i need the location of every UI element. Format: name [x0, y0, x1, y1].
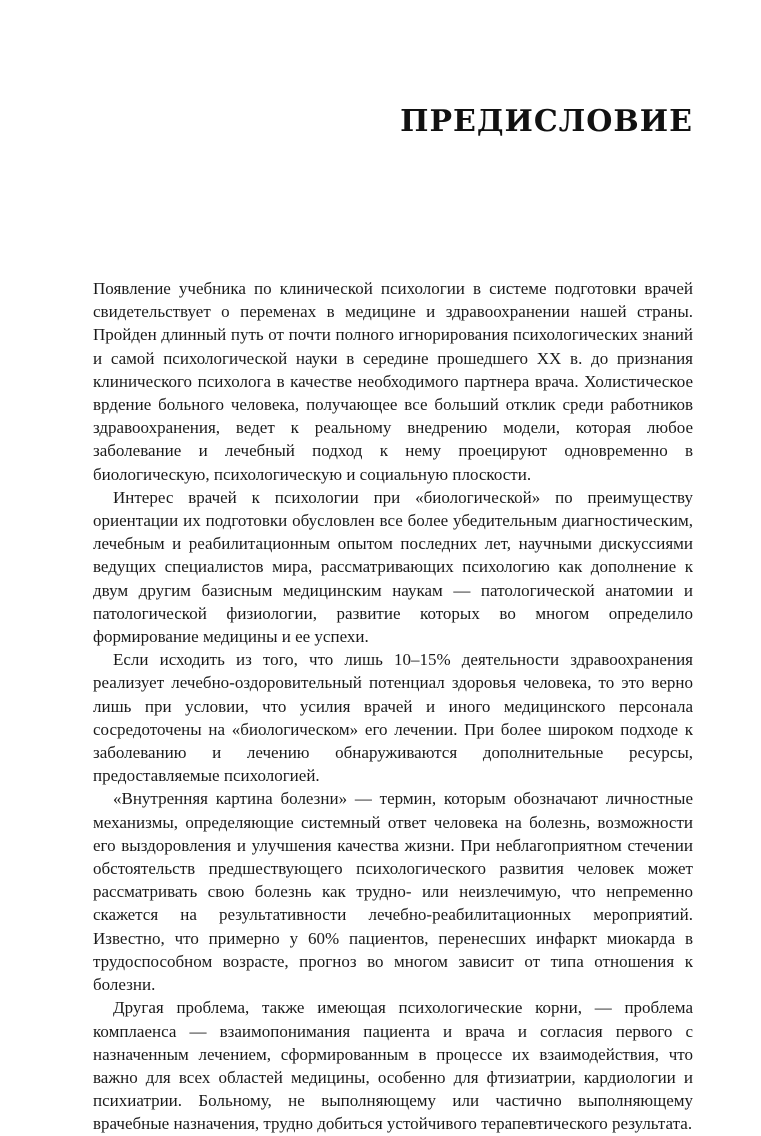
body-text	[93, 277, 693, 1136]
page-title: ПРЕДИСЛОВИЕ	[400, 104, 693, 139]
paragraph-5: Другая проблема, также имеющая психологические корни, — проблема комплаенса — взаимопонимания пациента и врача и согласия первого с назначенным лечением, сформированным в процессе их взаимодействия, что важно для всех областей медицины, особенно для фтизиатрии, кардиологии и психиатрии. Больному, не выполняющему или частично выполняющему врачебные назначения, трудно добиться устойчивого терапевтического результата.	[93, 998, 693, 1134]
paragraph-4: «Внутренняя картина болезни» — термин, которым обозначают личностные механизмы, определяющие системный ответ человека на болезнь, возможности его выздоровления и улучшения качества жизни. При неблагоприятном стечении обстоятельств предшествующего психологического развития человек может рассматривать свою болезнь как трудно- или неизлечимую, что непременно скажется на результативности лечебно-реабилитационных мероприятий. Известно, что примерно у 60% пациентов, перенесших инфаркт миокарда в трудоспособном возрасте, прогноз во многом зависит от типа отношения к болезни.	[93, 789, 693, 995]
paragraph-1: Появление учебника по клинической психологии в системе подготовки врачей свидетельствует о переменах в медицине и здравоохранении нашей страны. Пройден длинный путь от почти полного игнорирования психологических знаний и самой психологической науки в середине прошедшего XX в. до признания клинического психолога в качестве необходимого партнера врача. Холистическое врдение больного человека, получающее все больший отклик среди работников здравоохранения, ведет к реальному внедрению модели, которая любое заболевание и лечебный подход к нему проецируют одновременно в биологическую, психологическую и социальную плоскости.	[93, 279, 693, 484]
paragraph-3: Если исходить из того, что лишь 10–15% деятельности здравоохранения реализует лечебно-оздоровительный потенциал здоровья человека, то это верно лишь при условии, что усилия врачей и иного медицинского персонала сосредоточены на «биологическом» его лечении. При более широком подходе к заболеванию и лечению обнаруживаются дополнительные ресурсы, предоставляемые психологией.	[93, 650, 693, 786]
paragraph-2: Интерес врачей к психологии при «биологической» по преимуществу ориентации их подготовки обусловлен все более убедительным диагностическим, лечебным и реабилитационным опытом последних лет, научными дискуссиями ведущих специалистов мира, рассматривающих психологию как дополнение к двум другим базисным медицинским наукам — патологической анатомии и патологической физиологии, развитие которых во многом определило формирование медицины и ее успехи.	[93, 487, 693, 647]
